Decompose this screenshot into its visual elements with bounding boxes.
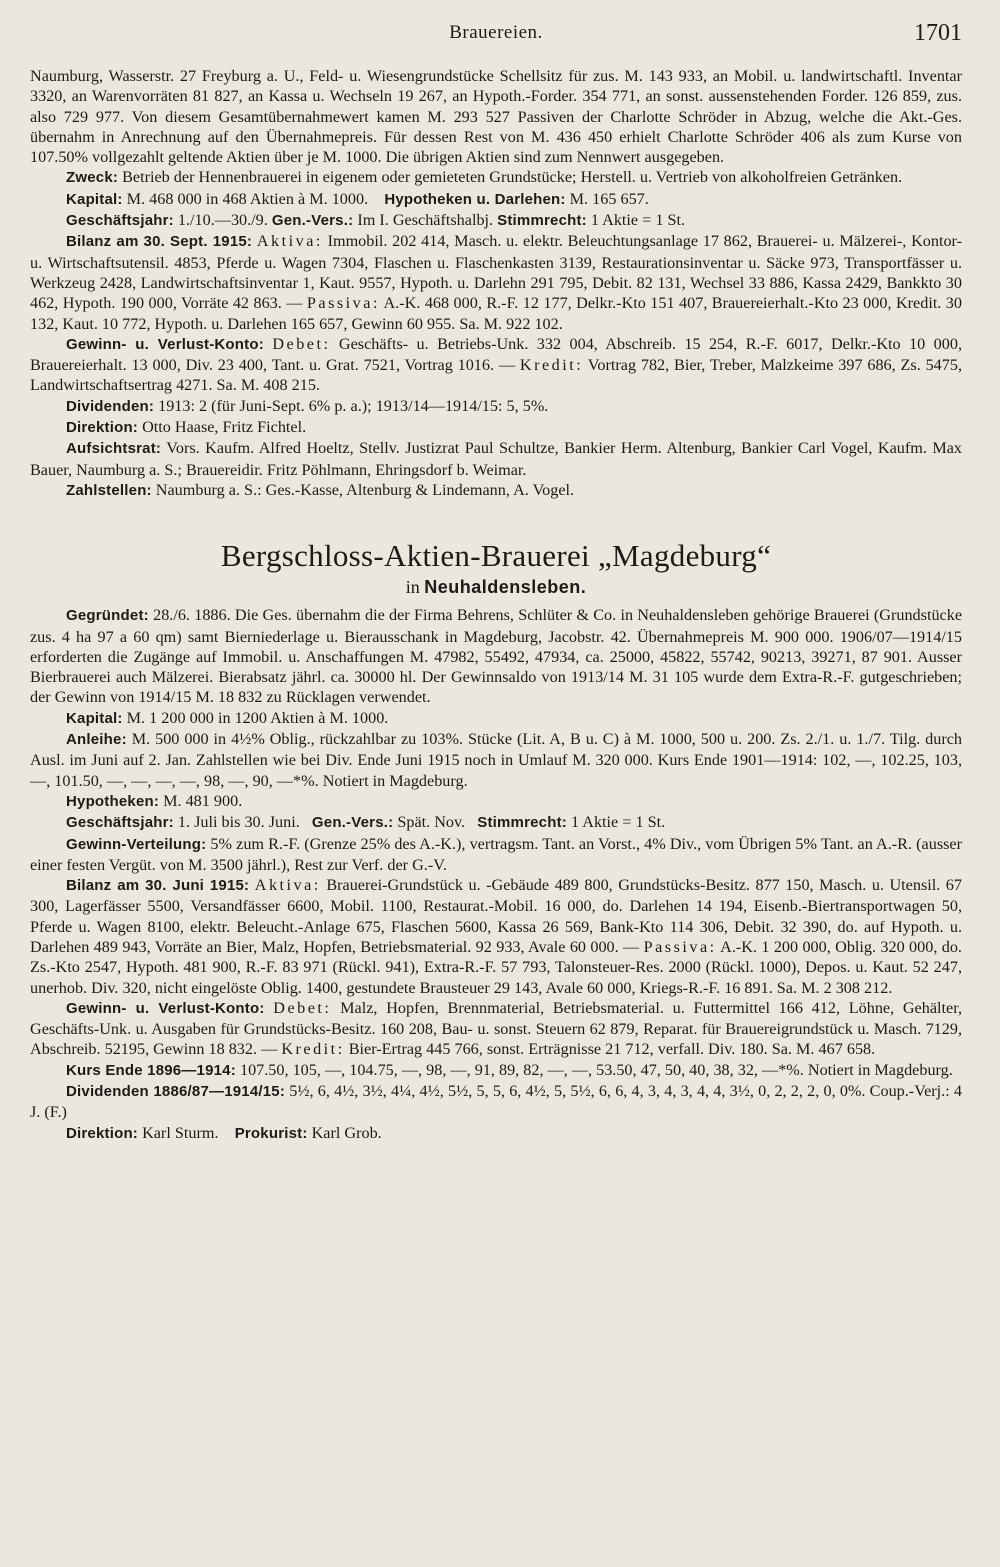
- aktiva-word: Aktiva:: [254, 876, 321, 895]
- value: Spät. Nov.: [397, 813, 466, 832]
- value: Bier-Ertrag 445 766, sonst. Erträgnisse 21 712, verfall. Div. 180. Sa. M. 467 658.: [348, 1040, 876, 1059]
- value: M. 481 900.: [163, 791, 243, 810]
- label: Geschäftsjahr:: [66, 814, 174, 832]
- company-location: [30, 575, 962, 599]
- company-heading: Bergschloss-Aktien-Brauerei „Magdeburg“: [220, 538, 772, 574]
- bilanz: [30, 875, 962, 998]
- value: 5½, 6, 4½, 3½, 4¼, 4½, 5½, 5, 5, 6, 4½, 5, 5½, 6, 6, 4, 3, 4, 3, 4, 4, 3½, 0, 2, 2, 2, 0, 0%. Coup.-Verj.: 4 J. (F.): [30, 1082, 963, 1122]
- prev-dividenden: [30, 396, 962, 417]
- value: Betrieb der Hennenbrauerei in eigenem oder gemieteten Grundstücke; Herstell. u. Vertrieb von alkoholfreien Getränken.: [122, 168, 903, 187]
- prev-guv: [30, 334, 962, 396]
- label: Kapital:: [66, 709, 123, 727]
- label: Gewinn- u. Verlust-Konto:: [66, 999, 265, 1017]
- passiva-word: Passiva:: [306, 294, 380, 313]
- value: Naumburg a. S.: Ges.-Kasse, Altenburg & Lindemann, A. Vogel.: [155, 480, 575, 499]
- label: Kapital:: [66, 190, 123, 208]
- label: Gen.-Vers.:: [271, 212, 354, 230]
- label: Kurs Ende 1896—1914:: [66, 1061, 236, 1079]
- prev-direktion: [30, 417, 962, 438]
- label: Dividenden:: [66, 397, 155, 415]
- prev-entry-intro: Naumburg, Wasserstr. 27 Freyburg a. U., Feld- u. Wiesengrundstücke Schellsitz für zus. M. 143 933, an Mobil. u. landwirtschaftl. Inventar 3320, an Warenvorräten 81 827, an Kassa u. Wechseln 19 267, an Hypoth.-Forder. 354 771, an sonst. aussenstehenden Forder. 126 859, zus. also 729 977. Von diesem Gesamtübernahmewert kamen M. 293 527 Passiven der Charlotte Schröder in Abzug, welche die Akt.-Ges. übernahm in Anrechnung auf den Übernahmepreis. Für dessen Rest von M. 436 450 erhielt Charlotte Schröder 406 als zum Kurse von 107.50% vollgezahlt geltende Aktien über je M. 1000. Die übrigen Aktien sind zum Nennwert ausgegeben.: [30, 67, 962, 167]
- page-body: [30, 66, 962, 1144]
- value: Karl Sturm.: [142, 1123, 219, 1142]
- value: 1 Aktie = 1 St.: [571, 813, 666, 832]
- label: Gewinn-Verteilung:: [66, 835, 207, 853]
- value: 107.50, 105, —, 104.75, —, 98, —, 91, 89, 82, —, —, 53.50, 47, 50, 40, 38, 32, —*%. Notiert in Magdeburg.: [239, 1060, 953, 1079]
- value: Karl Grob.: [311, 1123, 382, 1142]
- gewinn-verteilung: [30, 834, 962, 876]
- location-name: Neuhaldensleben.: [424, 577, 587, 598]
- label: Zahlstellen:: [66, 481, 152, 499]
- prev-aufsichtsrat: [30, 438, 962, 480]
- label: Direktion:: [66, 419, 139, 437]
- debet-word: Debet:: [273, 998, 332, 1017]
- guv: [30, 998, 962, 1060]
- value: 5% zum R.-F. (Grenze 25% des A.-K.), vertragsm. Tant. an Vorst., 4% Div., vom Übrigen 5% Tant. an A.-R. (ausser einer festen Vergüt. von M. 3500 jährl.), Rest zur Verf. der G.-V.: [30, 834, 962, 874]
- aktiva-word: Aktiva:: [256, 232, 323, 251]
- label: Prokurist:: [234, 1124, 308, 1142]
- running-title: Brauereien.: [449, 22, 543, 43]
- in-word: in: [405, 577, 420, 598]
- value: Geschäfts- u. Betriebs-Unk. 332 004, Abschreib. 15 254, R.-F. 6017, Delkr.-Kto 10 000, Brauereierhalt. 13 000, Div. 23 400, Tant. u. Grat. 7521, Vortrag 1016. —: [30, 334, 963, 375]
- value: A.-K. 1 200 000, Oblig. 320 000, do. Zs.-Kto 2547, Hypoth. 481 900, R.-F. 83 971 (Rückl. 941), Extra-R.-F. 57 793, Talonsteuer-Res. 2000 (Rückl. 1000), Depos. u. Kaut. 52 247, unerhob. Div. 320, nicht eingelöste Oblig. 1400, gestundete Brausteuer 29 143, Avale 60 000, Kriegs-R.-F. 16 891. Sa. M. 2 308 212.: [30, 937, 962, 997]
- hypotheken: [30, 791, 962, 812]
- value: Immobil. 202 414, Masch. u. elektr. Beleuchtungsanlage 17 862, Brauerei- u. Mälzerei-, Kontor- u. Wirtschaftsutensil. 4853, Pferde u. Wagen 7304, Flaschen u. Flaschenkasten 3139, Restaurationsinventar u. Säcke 973, Transportfässer u. Werkzeug 2428, Landwirtschaftsinventar 1, Kaut. 9557, Hypoth. u. Darlehn 291 795, Debit. 82 131, Wechsel 33 886, Kassa 2429, Bankkto 30 462, Hypoth. 190 000, Vorräte 42 863. —: [30, 232, 962, 313]
- value: M. 165 657.: [569, 189, 649, 208]
- value: 1 Aktie = 1 St.: [590, 211, 686, 230]
- dividenden: [30, 1081, 962, 1123]
- prev-zahlstellen: [30, 480, 962, 501]
- value: Im I. Geschäftshalbj.: [357, 211, 494, 230]
- debet-word: Debet:: [272, 334, 331, 353]
- kredit-word: Kredit:: [519, 356, 584, 375]
- anleihe: [30, 729, 962, 791]
- value: Otto Haase, Fritz Fichtel.: [142, 418, 307, 437]
- page-header: [30, 18, 962, 58]
- label: Bilanz am 30. Juni 1915:: [66, 877, 250, 895]
- label: Anleihe:: [66, 731, 127, 749]
- label: Dividenden 1886/87—1914/15:: [66, 1083, 286, 1101]
- label: Hypotheken u. Darlehen:: [384, 190, 566, 208]
- value: A.-K. 468 000, R.-F. 12 177, Delkr.-Kto 151 407, Brauereierhalt.-Kto 23 000, Kredit. 30 132, Kaut. 10 772, Hypoth. u. Darlehen 165 657, Gewinn 60 955. Sa. M. 922 102.: [30, 294, 962, 333]
- kurs: [30, 1060, 962, 1081]
- geschaeftsjahr: [30, 812, 962, 833]
- label: Bilanz am 30. Sept. 1915:: [66, 233, 253, 251]
- value: Vors. Kaufm. Alfred Hoeltz, Stellv. Justizrat Paul Schultze, Bankier Herm. Altenburg, Bankier Carl Vogel, Kaufm. Max Bauer, Naumburg a. S.; Brauereidir. Fritz Pöhlmann, Ehringsdorf b. Weimar.: [30, 439, 962, 479]
- value: 1./10.—30./9.: [177, 211, 268, 230]
- value: Vortrag 782, Bier, Treber, Malzkeime 397 686, Zs. 5475, Landwirtschaftsertrag 4271. Sa. M. 408 215.: [30, 356, 962, 395]
- passiva-word: Passiva:: [643, 937, 717, 956]
- label: Gewinn- u. Verlust-Konto:: [66, 335, 264, 353]
- label: Geschäftsjahr:: [66, 212, 174, 230]
- value: Malz, Hopfen, Brennmaterial, Betriebsmaterial. u. Futtermittel 166 412, Löhne, Gehälter, Geschäfts-Unk. u. Ausgaben für Grundstücks-Besitz. 160 208, Bau- u. sonst. Steuern 62 879, Reparat. für Brauereigrundstück u. Masch. 7129, Abschreib. 52195, Gewinn 18 832. —: [30, 998, 962, 1059]
- value: 1913: 2 (für Juni-Sept. 6% p. a.); 1913/14—1914/15: 5, 5%.: [158, 396, 549, 415]
- label: Aufsichtsrat:: [66, 440, 162, 458]
- label: Gegründet:: [66, 607, 149, 625]
- value: M. 1 200 000 in 1200 Aktien à M. 1000.: [126, 708, 389, 727]
- kredit-word: Kredit:: [281, 1040, 345, 1059]
- value: 28./6. 1886. Die Ges. übernahm die der Firma Behrens, Schlüter & Co. in Neuhaldensleben gehörige Brauerei (Grundstücke zus. 4 ha 97 a 60 qm) samt Bierniederlage u. Bierausschank in Magdeburg, Jacobstr. 42. Übernahmepreis M. 900 000. 1906/07—1914/15 erforderten die Zugänge auf Immobil. u. Anschaffungen M. 47982, 55492, 47934, ca. 25000, 45822, 55742, 90213, 39271, 87 901. Ausser Bierbrauerei auch Mälzerei. Bierabsatz jährl. ca. 30000 hl. Der Gewinnsaldo von 1913/14 M. 31 105 wurde dem Extra-R.-F. gutgeschrieben; der Gewinn von 1914/15 M. 18 832 zu Rücklagen verwendet.: [30, 606, 962, 707]
- direktion: [30, 1123, 962, 1144]
- prev-zweck: [30, 167, 962, 188]
- gegruendet: [30, 605, 962, 707]
- prev-geschaeftsjahr: [30, 210, 962, 231]
- value: M. 468 000 in 468 Aktien à M. 1000.: [126, 189, 369, 208]
- kapital: [30, 708, 962, 729]
- value: Brauerei-Grundstück u. -Gebäude 489 800, Grundstücks-Besitz. 877 150, Masch. u. Utensil. 67 300, Lagerfässer 5500, Versandfässer 6600, Mobil. 1100, Restaurat.-Mobil. 16 000, do. Darlehen 14 194, Eisenb.-Biertransportwagen 50, Pferde u. Wagen 8100, elektr. Beleucht.-Anlage 675, Flaschen 5600, Kassa 26 569, Bank-Kto 114 306, Debit. 32 390, do. auf Hypoth. u. Darlehen 489 943, Vorräte an Bier, Malz, Hopfen, Betriebsmaterial. 92 933, Avale 60 000. —: [30, 876, 962, 956]
- label: Stimmrecht:: [477, 814, 567, 832]
- label: Gen.-Vers.:: [311, 814, 394, 832]
- prev-bilanz: [30, 231, 962, 333]
- label: Direktion:: [66, 1124, 139, 1142]
- value: 1. Juli bis 30. Juni.: [177, 813, 300, 832]
- prev-kapital: [30, 189, 962, 210]
- value: M. 500 000 in 4½% Oblig., rückzahlbar zu 103%. Stücke (Lit. A, B u. C) à M. 1000, 500 u. 200. Zs. 2./1. u. 1./7. Tilg. durch Ausl. im Juni auf 2. Jan. Zahlstellen wie bei Div. Ende Juni 1915 noch in Umlauf M. 320 000. Kurs Ende 1901—1914: 102, —, 102.25, 103, —, 101.50, —, —, —, —, 98, —, 90, —*%. Notiert in Magdeburg.: [30, 730, 963, 790]
- label: Hypotheken:: [66, 792, 160, 810]
- label: Zweck:: [66, 169, 119, 187]
- page-number: 1701: [914, 20, 962, 46]
- label: Stimmrecht:: [497, 212, 587, 230]
